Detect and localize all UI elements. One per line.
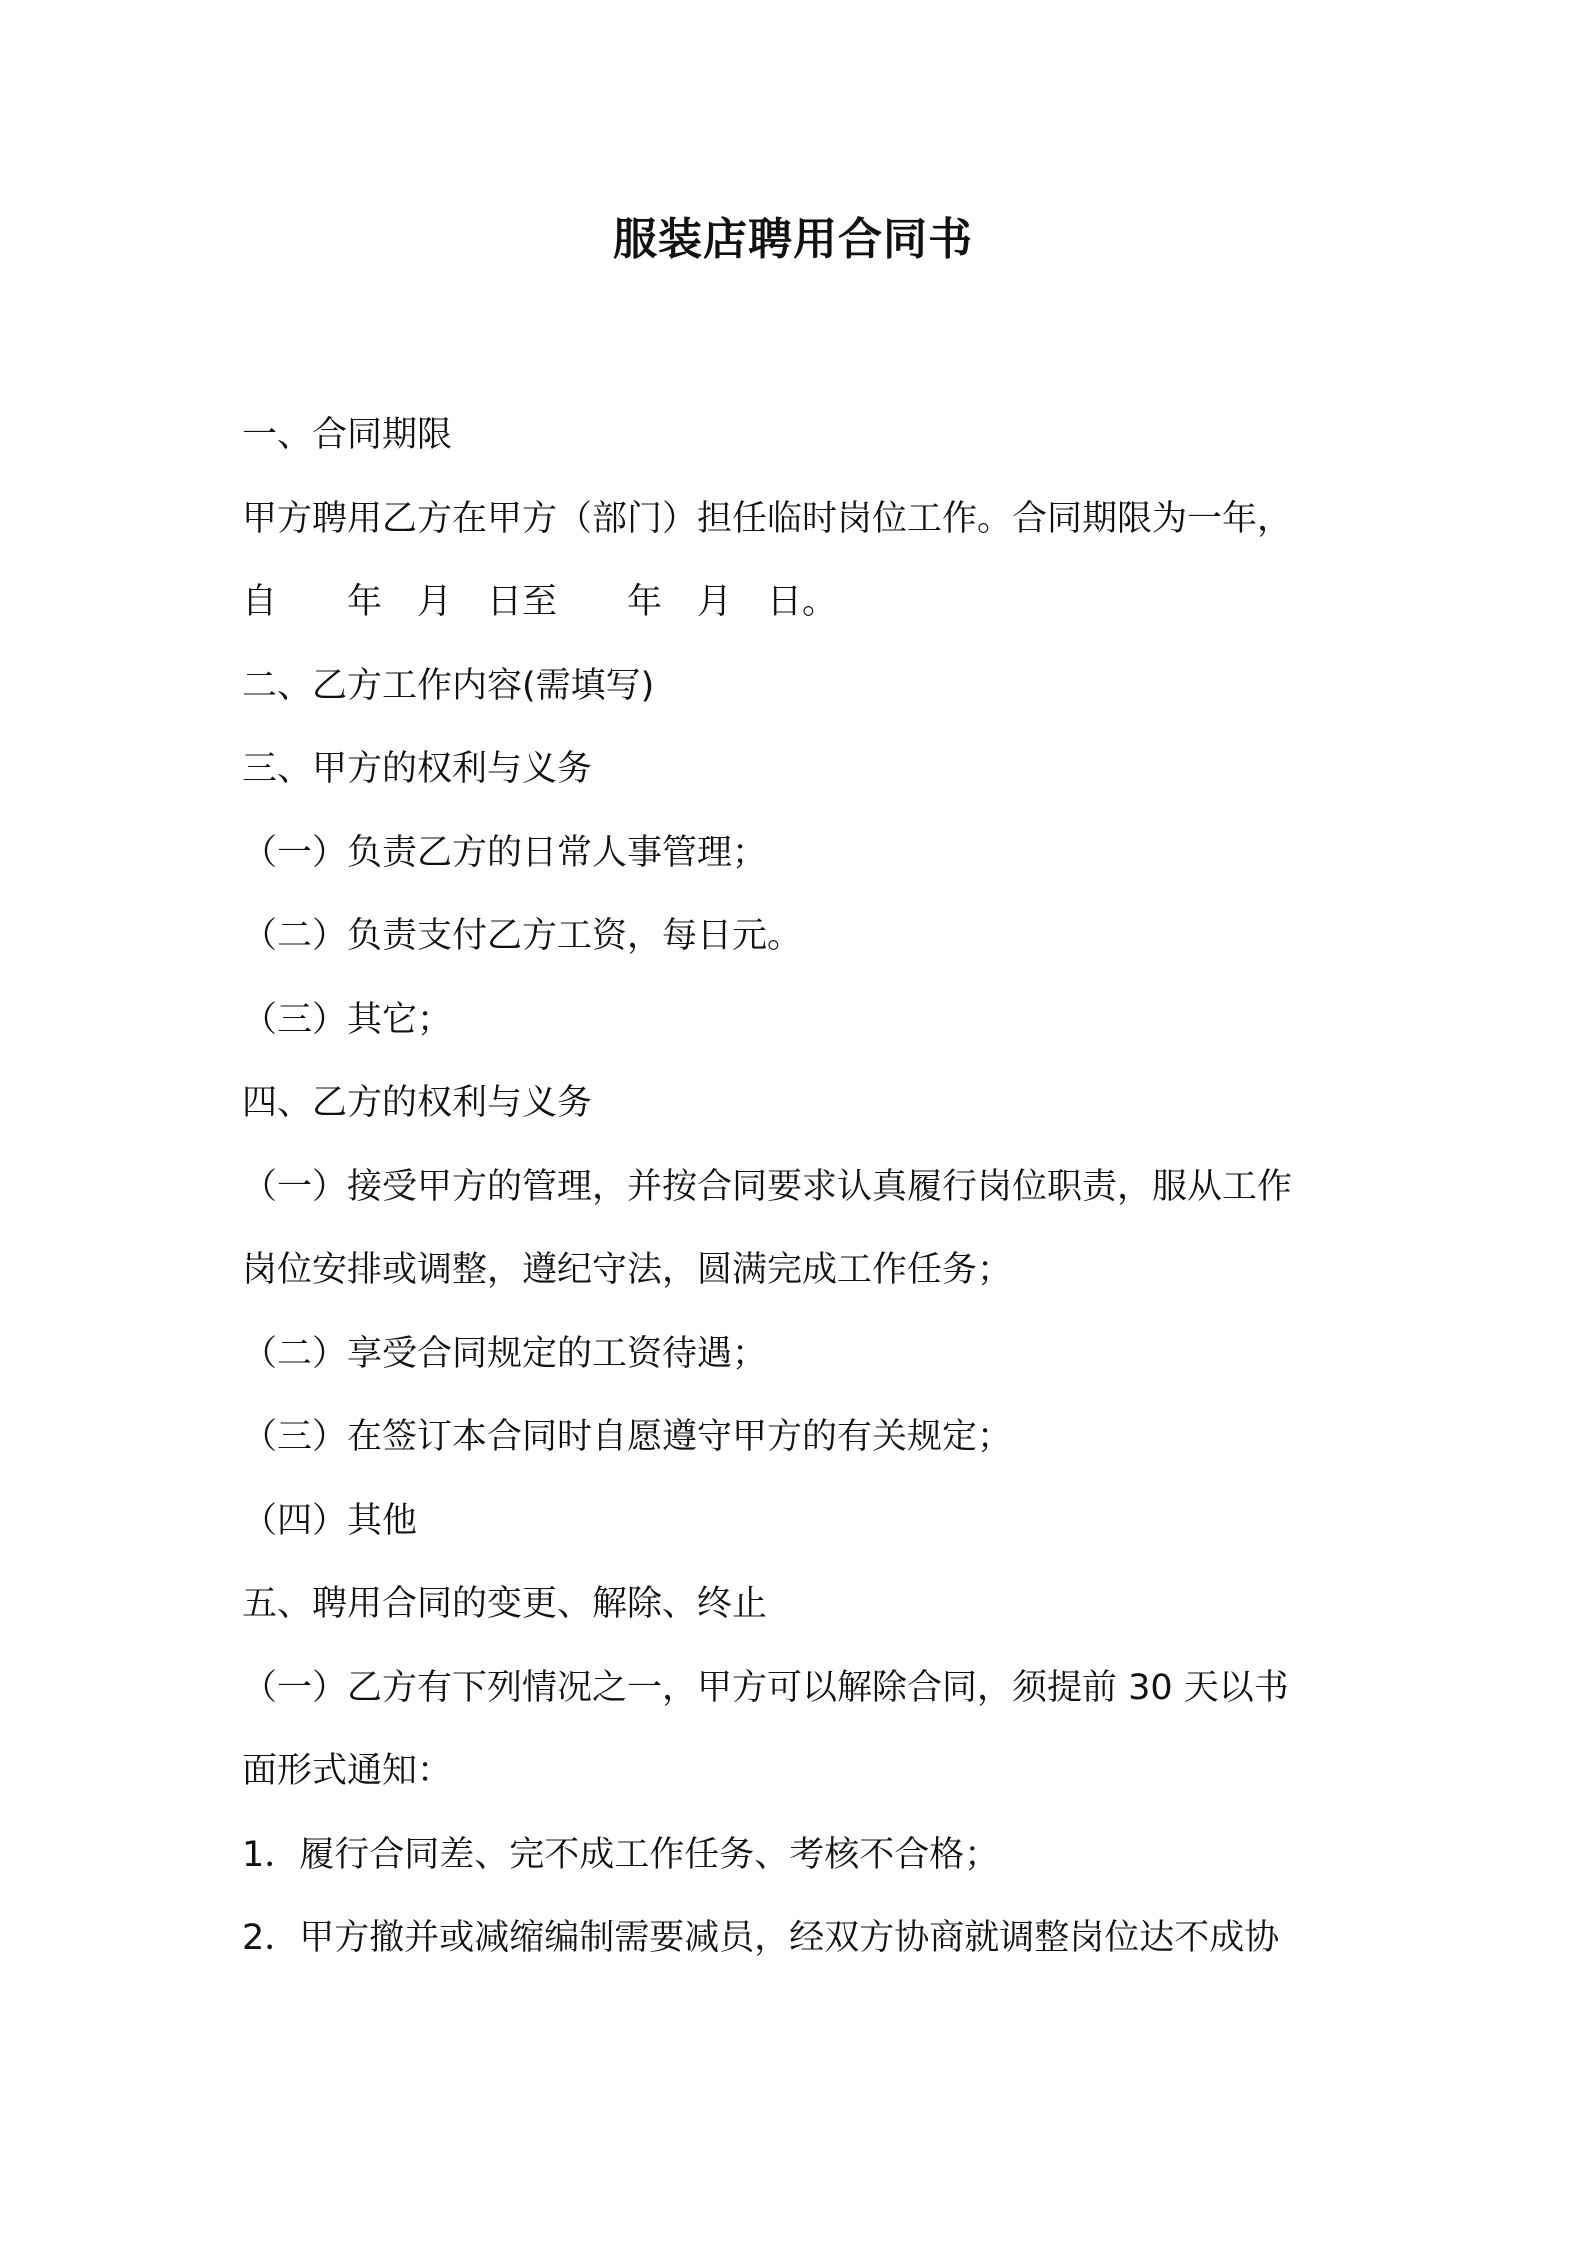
paragraph-line: 面形式通知：: [242, 1751, 453, 1791]
list-item: （二）负责支付乙方工资，每日元。: [242, 916, 803, 956]
list-item: （三）其它；: [242, 999, 453, 1040]
section-heading: 二、乙方工作内容(需填写): [242, 665, 655, 706]
paragraph-line: 自 年 月 日至 年 月 日。: [242, 582, 838, 622]
section-heading: 四、乙方的权利与义务: [242, 1083, 593, 1123]
numbered-item: 1．履行合同差、完不成工作任务、考核不合格；: [242, 1834, 1000, 1875]
list-item: （一）乙方有下列情况之一，甲方可以解除合同，须提前 30 天以书: [242, 1667, 1289, 1708]
paragraph-line: 岗位安排或调整，遵纪守法，圆满完成工作任务；: [242, 1250, 1013, 1290]
list-item: （四）其他: [242, 1500, 418, 1541]
section-heading: 一、合同期限: [242, 415, 453, 455]
document-body: [242, 405, 1352, 1992]
numbered-item: 2．甲方撤并或减缩编制需要减员，经双方协商就调整岗位达不成协: [242, 1918, 1280, 1958]
list-item: （一）接受甲方的管理，并按合同要求认真履行岗位职责，服从工作: [242, 1166, 1293, 1207]
paragraph-line: 甲方聘用乙方在甲方（部门）担任临时岗位工作。合同期限为一年，: [242, 498, 1293, 539]
list-item: （一）负责乙方的日常人事管理；: [242, 832, 768, 873]
list-item: （二）享受合同规定的工资待遇；: [242, 1333, 768, 1374]
list-item: （三）在签订本合同时自愿遵守甲方的有关规定；: [242, 1417, 1013, 1457]
section-heading: 五、聘用合同的变更、解除、终止: [242, 1584, 768, 1624]
section-heading: 三、甲方的权利与义务: [242, 749, 593, 789]
document-title: 服装店聘用合同书: [613, 214, 973, 265]
